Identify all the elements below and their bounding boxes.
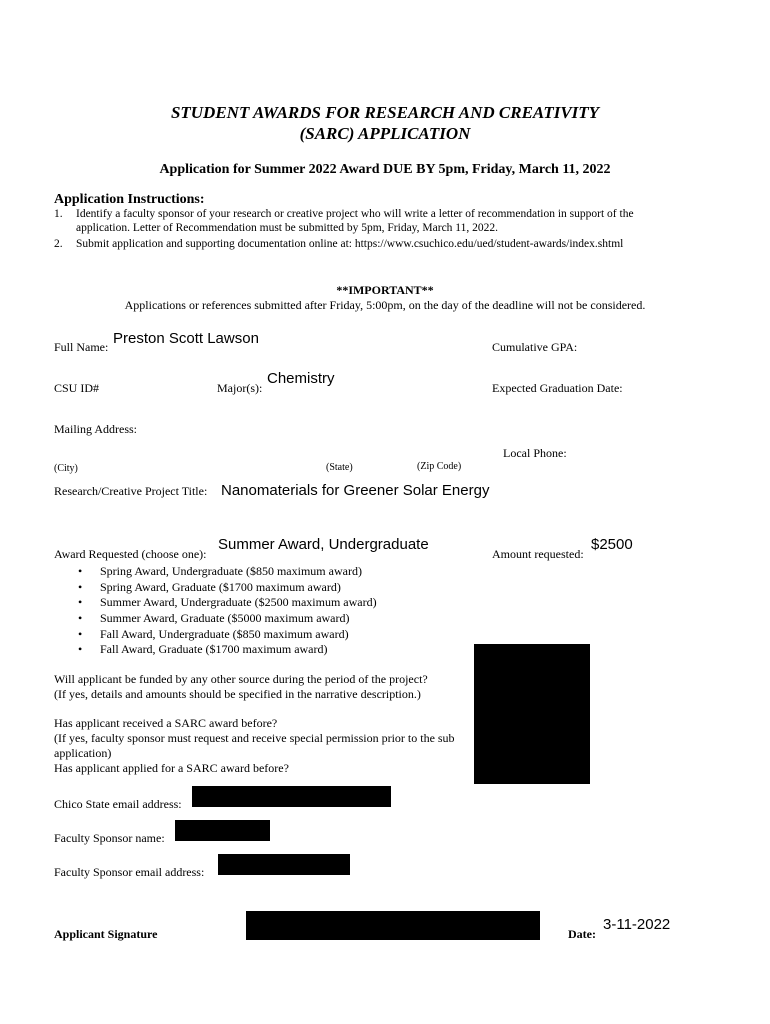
state-label: (State)	[326, 462, 353, 473]
bullet-icon: •	[78, 595, 83, 609]
award-requested-field[interactable]: Summer Award, Undergraduate	[218, 536, 429, 553]
instruction-1-number: 1.	[54, 208, 63, 220]
form-subtitle: Application for Summer 2022 Award DUE BY 5pm, Friday, March 11, 2022	[159, 162, 611, 177]
bullet-icon: •	[78, 611, 83, 625]
amount-requested-label: Amount requested:	[492, 547, 584, 561]
award-requested-label: Award Requested (choose one):	[54, 547, 207, 561]
instruction-2-number: 2.	[54, 238, 63, 250]
csu-id-label: CSU ID#	[54, 381, 100, 395]
form-title-line1: STUDENT AWARDS FOR RESEARCH AND CREATIVITY	[170, 103, 600, 122]
important-text: Applications or references submitted after Friday, 5:00pm, on the day of the deadline will not be considered.	[124, 298, 646, 312]
important-heading: **IMPORTANT**	[336, 283, 434, 297]
date-label: Date:	[568, 927, 596, 941]
signature-label: Applicant Signature	[54, 927, 158, 941]
instruction-1-line1: Identify a faculty sponsor of your research or creative project who will write a letter of recommendation in support of the	[76, 208, 634, 220]
funded-note: (If yes, details and amounts should be specified in the narrative description.)	[54, 687, 421, 701]
project-title-field[interactable]: Nanomaterials for Greener Solar Energy	[221, 482, 490, 499]
redaction-block	[474, 644, 590, 784]
instruction-1-line2: application. Letter of Recommendation must be submitted by 5pm, Friday, March 11, 2022.	[76, 222, 499, 234]
sponsor-email-redaction	[218, 854, 350, 875]
mailing-address-label: Mailing Address:	[54, 422, 137, 436]
instruction-2-line1: Submit application and supporting documentation online at: https://www.csuchico.edu/ued/student-awards/index.shtml	[76, 238, 624, 250]
date-field[interactable]: 3-11-2022	[603, 916, 671, 933]
award-option: Summer Award, Graduate ($5000 maximum award)	[100, 611, 350, 625]
bullet-icon: •	[78, 564, 83, 578]
sponsor-email-label: Faculty Sponsor email address:	[54, 865, 205, 879]
local-phone-label: Local Phone:	[503, 446, 567, 460]
award-option: Fall Award, Graduate ($1700 maximum award)	[100, 642, 328, 656]
bullet-icon: •	[78, 627, 83, 641]
award-option: Summer Award, Undergraduate ($2500 maximum award)	[100, 595, 377, 609]
graduation-date-label: Expected Graduation Date:	[492, 381, 623, 395]
sponsor-name-label: Faculty Sponsor name:	[54, 831, 165, 845]
form-title-line2: (SARC) APPLICATION	[299, 124, 471, 143]
major-label: Major(s):	[217, 381, 263, 395]
email-label: Chico State email address:	[54, 797, 182, 811]
received-note-line2: application)	[54, 746, 112, 760]
award-option: Spring Award, Undergraduate ($850 maximum award)	[100, 564, 362, 578]
signature-redaction	[246, 911, 540, 940]
bullet-icon: •	[78, 642, 83, 656]
zip-code-label: (Zip Code)	[417, 461, 462, 472]
project-title-label: Research/Creative Project Title:	[54, 484, 208, 498]
full-name-field[interactable]: Preston Scott Lawson	[113, 330, 259, 347]
received-question: Has applicant received a SARC award before?	[54, 716, 278, 730]
major-field[interactable]: Chemistry	[267, 370, 335, 387]
amount-requested-field[interactable]: $2500	[591, 536, 633, 553]
sponsor-name-redaction	[175, 820, 270, 841]
applied-question: Has applicant applied for a SARC award before?	[54, 761, 289, 775]
gpa-label: Cumulative GPA:	[492, 340, 578, 354]
instructions-heading: Application Instructions:	[54, 192, 205, 207]
award-option: Spring Award, Graduate ($1700 maximum award)	[100, 580, 341, 594]
full-name-label: Full Name:	[54, 340, 109, 354]
funded-question: Will applicant be funded by any other source during the period of the project?	[54, 672, 428, 686]
city-label: (City)	[54, 463, 78, 474]
email-redaction	[192, 786, 391, 807]
award-option: Fall Award, Undergraduate ($850 maximum award)	[100, 627, 349, 641]
received-note-line1: (If yes, faculty sponsor must request and receive special permission prior to the sub	[54, 731, 455, 745]
bullet-icon: •	[78, 580, 83, 594]
